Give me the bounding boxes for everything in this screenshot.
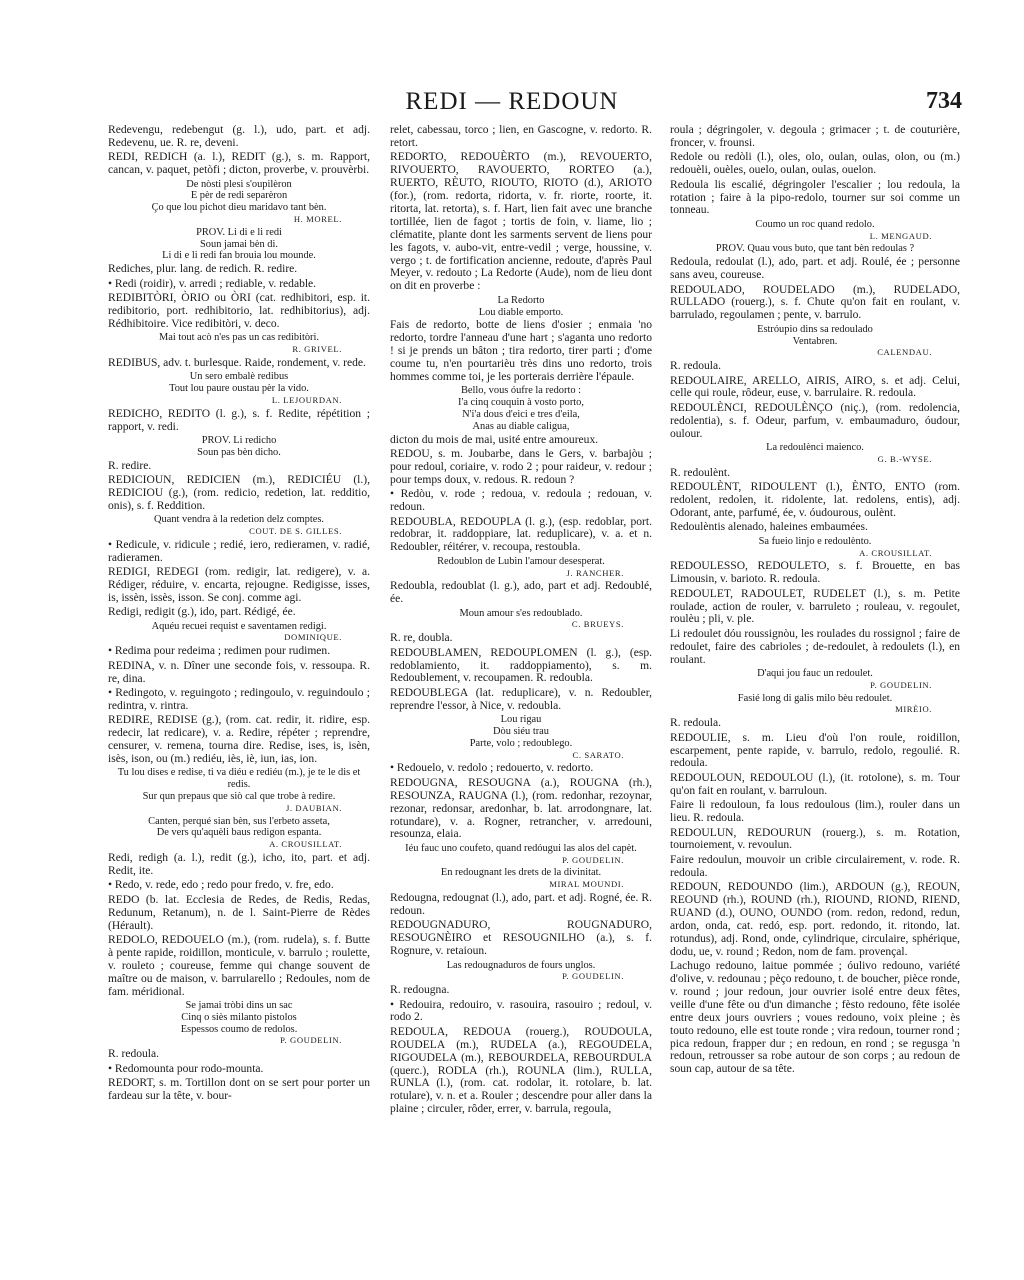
quotation-line: Aquéu recuei requist e saventamen redigi. (151, 620, 327, 632)
quotation-line: De nòsti plesi s'oupilèron (186, 178, 292, 190)
quotation-line: Ventabren. (792, 335, 838, 347)
quotation-line: Un sero embalè redibus (189, 371, 289, 383)
quotation-line: E pèr de redi separèron (190, 190, 288, 202)
quotation-author: H. MOREL. (293, 214, 342, 225)
entry-paragraph: REDICHO, REDITO (l. g.), s. f. Redite, répétition ; rapport, v. redi. (108, 407, 370, 433)
quotation-line: Espessos coumo de redolos. (180, 1023, 298, 1035)
quotation-block (670, 536, 960, 560)
quotation-line: I'a cinq couquin à vosto porto, (458, 397, 584, 409)
quotation-author: J. DAUBIAN. (285, 802, 342, 813)
quotation-line: Iéu fauc uno coufeto, quand redóugui las alos del capèt. (405, 842, 637, 854)
entry-paragraph: REDOLO, REDOUELO (m.), (rom. rudela), s. f. Butte à pente rapide, roidillon, monticule, v. barrulo ; roulette, v. rouleto ; coureuse, femme qui change souvent de maître ou de maison, v. barrularello ; Redoules, nom de fam. méridional. (108, 933, 370, 998)
quotation-line: Estróupio dins sa redoulado (757, 323, 873, 335)
quotation-block (670, 442, 960, 466)
quotation-block (390, 556, 652, 580)
entry-paragraph: Rediches, plur. lang. de redich. R. redire. (108, 263, 298, 276)
quotation-block (670, 668, 960, 692)
entry-paragraph: REDOULÈNCI, REDOULÈNÇO (niç.), (rom. redolencia, redolentia), s. f. Odeur, parfum, v. embaumaduro, óudour, oulour. (670, 401, 960, 440)
quotation-block (108, 816, 370, 851)
quotation-block (108, 227, 370, 262)
quotation-line: Redoublon de Lubin l'amour desesperat. (437, 555, 605, 567)
entry-paragraph: REDIRE, REDISE (g.), (rom. cat. redir, it. ridire, esp. redecir, lat redicare), v. a. Redire, répéter ; reprendre, censurer, v. remena, tourna dire. Redise, ises, is, isèn, isès, ison, ou (m.) rediéu, iès, iè, iun, ias, ion. (108, 714, 370, 766)
quotation-author: DOMINIQUE. (284, 632, 342, 643)
quotation-line: Li di e li redi fan brouia lou mounde. (162, 250, 316, 262)
entry-paragraph: R. redoula. (670, 717, 721, 730)
quotation-line: Se jamai tròbi dins un sac (185, 999, 293, 1011)
entry-paragraph: Redi, redigh (a. l.), redit (g.), icho, ito, part. et adj. Redit, ite. (108, 852, 370, 877)
entry-paragraph: Redoulèntis alenado, haleines embaumées. (670, 521, 868, 534)
quotation-author: CALENDAU. (877, 347, 932, 358)
quotation-author: MIRÈIO. (895, 704, 932, 715)
quotation-line: La redoulènci maienco. (766, 442, 864, 454)
entry-paragraph: REDOUGNA, RESOUGNA (a.), ROUGNA (rh.), RESOUNZA, RAUGNA (l.), (rom. redonhar, rezoynar, rezonar, redonsar, aredonhar, b. lat. arrodongnare, lat. rotundare), v. a. Rogner, retrancher, v. arredouni, resounza, elaia. (390, 776, 652, 841)
quotation-line: Coumo un roc quand redolo. (755, 218, 875, 230)
entry-paragraph: • Redi (roidir), v. arredi ; rediable, v. redable. (108, 277, 317, 290)
entry-paragraph: R. re, doubla. (390, 632, 453, 645)
quotation-line: Moun amour s'es redoublado. (459, 607, 583, 619)
quotation-line: Bello, vous óufre la redorto : (460, 385, 582, 397)
page-number: 734 (926, 88, 962, 114)
quotation-line: Canten, perqué sian bèn, sus l'erbeto asseta, (148, 815, 330, 827)
entry-paragraph: REDOU, s. m. Joubarbe, dans le Gers, v. barbajòu ; pour redoul, coriaire, v. rodo 2 ; pour raideur, v. redour ; pour temps doux, v. redous. R. redoun ? (390, 448, 652, 486)
quotation-line: PROV. Li di e li redi (196, 226, 282, 238)
quotation-line: La Redorto (497, 294, 545, 306)
entry-paragraph: • Redicule, v. ridicule ; redié, iero, redieramen, v. radié, radieramen. (108, 538, 370, 564)
quotation-line: Lou rigau (500, 714, 542, 726)
entry-paragraph: roula ; dégringoler, v. degoula ; grimacer ; t. de couturière, froncer, v. frounsi. (670, 124, 960, 149)
entry-paragraph: R. redoula. (670, 360, 721, 373)
quotation-line: Tu lou dises e redise, ti va diéu e rediéu (m.), je te le dis et redis. (117, 767, 361, 791)
entry-paragraph: REDOULAIRE, ARELLO, AIRIS, AIRO, s. et adj. Celui, celle qui roule, rôdeur, euse, v. barrulaire. R. redoula. (670, 374, 960, 400)
quotation-line: PROV. Quau vous buto, que tant bèn redoulas ? (715, 243, 915, 255)
quotation-line: Las redougnaduros de fours unglos. (446, 959, 596, 971)
page-header (0, 88, 1024, 122)
quotation-block (390, 714, 652, 761)
entry-paragraph: REDO (b. lat. Ecclesia de Redes, de Redis, Redas, Redunum, Retanum), n. de l. Saint-Pierre de Rèdes (Hérault). (108, 893, 370, 932)
quotation-block (670, 219, 960, 243)
quotation-line: Cinq o siès milanto pistolos (181, 1011, 297, 1023)
quotation-author: L. MENGAUD. (869, 230, 932, 241)
quotation-line: Parte, volo ; redoublego. (469, 737, 573, 749)
running-title: REDI — REDOUN (405, 88, 619, 115)
quotation-line: Sa fueio linjo e redoulènto. (758, 535, 872, 547)
quotation-line: De vers qu'aquèli baus redigon espanta. (156, 827, 322, 839)
entry-paragraph: REDIBUS, adv. t. burlesque. Raide, rondement, v. rede. (108, 356, 366, 369)
quotation-block (108, 767, 370, 814)
quotation-block (108, 179, 370, 226)
quotation-author: A. CROUSILLAT. (859, 547, 932, 558)
quotation-line: Lou diable emporto. (478, 306, 564, 318)
quotation-line: Ço que lou pichot dieu maridavo tant bèn. (151, 202, 327, 214)
entry-paragraph: REDOULÈNT, RIDOULENT (l.), ÈNTO, ENTO (rom. redolent, redolen, it. ridolente, lat. redolens, entis), adj. Odorant, ante, parfumé, ée, v. óudourous, oulènt. (670, 481, 960, 519)
quotation-block (670, 693, 960, 717)
entry-paragraph: R. redoulènt. (670, 466, 730, 479)
quotation-author: P. GOUDELIN. (870, 679, 932, 690)
quotation-line: Tout lou paure oustau pèr la vido. (169, 383, 309, 395)
entry-paragraph: • Redima pour redeima ; redimen pour rudimen. (108, 645, 331, 658)
column-1 (108, 124, 370, 1224)
quotation-line: N'i'a dous d'eici e tres d'eila, (462, 409, 580, 420)
entry-paragraph: REDOULUN, REDOURUN (rouerg.), s. m. Rotation, tournoiement, v. revoulun. (670, 826, 960, 852)
quotation-block (670, 243, 960, 255)
quotation-line: Quant vendra à la redetion delz comptes. (154, 514, 324, 526)
entry-paragraph: REDOULIE, s. m. Lieu d'où l'on roule, roidillon, escarpement, pente rapide, v. barrulo, redolo, regoulié. R. redoula. (670, 731, 960, 770)
entry-paragraph: Lachugo redouno, laitue pommée ; óulivo redouno, variété d'olive, v. redounau ; pèço redouno, t. de boucher, pièce ronde, v. round ; jour redoun, jour ouvrier isolé entre deux fêtes, veille d'une fête ou d'un dimanche ; fèsto redouno, fête isolée entre deux jours ouvriers ; voues redouno, voix pleine ; ès touto redouno, elle est toute ronde ; vira redoun, tourner rond ; pica redoun, frapper dur ; en redoun, en rond ; se regusga 'n redoun, retrousser sa robe autour de son corps ; au redoun de soun cap, autour de sa tête. (670, 960, 960, 1076)
column-2 (390, 124, 652, 1224)
entry-paragraph: • Redòu, v. rode ; redoua, v. redoula ; redouan, v. redoun. (390, 488, 652, 514)
entry-paragraph: • Redouira, redouiro, v. rasouira, rasouiro ; redoul, v. rodo 2. (390, 998, 652, 1024)
entry-paragraph: Redoula, redoulat (l.), ado, part. et adj. Roulé, ée ; personne sans aveu, coureuse. (670, 256, 960, 282)
entry-paragraph: Redigi, redigit (g.), ido, part. Rédigé, ée. (108, 606, 296, 619)
entry-paragraph: • Redingoto, v. reguingoto ; redingoulo, v. reguindoulo ; redintra, v. rintra. (108, 687, 370, 712)
entry-paragraph: REDORTO, REDOUÈRTO (m.), REVOUERTO, RIVOUERTO, RAVOUERTO, RORTEO (a.), RUERTO, RÈUTO, RIOUTO, RIOTO (d.), ARIOTO (for.), (rom. redorta, ridorta, v. fr. riorte, roorte, it. ritorta, lat. retorta), s. f. Hart, lien fait avec une branche tortillée, lien de fagot ; tortis de foin, v. liame, lio ; clématite, plante dont les sarments servent de liens pour les fagots, v. aubo-vit, entre-vedil ; verge, houssine, v. vergo ; t. de fortification ancienne, redoute, d'après Paul Meyer, v. redouto ; La Redorte (Aude), nom de lieu dont on dit en proverbe : (390, 151, 652, 293)
quotation-author: P. GOUDELIN. (562, 971, 624, 982)
entry-paragraph: REDOULADO, ROUDELADO (m.), RUDELADO, RULLADO (rouerg.), s. f. Chute qu'on fait en roulant, v. barrulado, regoulamen ; pente, v. barrulo. (670, 283, 960, 322)
quotation-line: Soun pas bèn dicho. (197, 446, 281, 458)
quotation-block (108, 332, 370, 356)
entry-paragraph: REDIGI, REDEGI (rom. redigir, lat. redigere), v. a. Rédiger, réduire, v. encarta, rejougne. Redigisse, isses, is, issèn, issès, isson. Se conj. comme agi. (108, 566, 370, 604)
dictionary-columns (108, 124, 960, 1224)
quotation-line: Soun jamai bèn di. (200, 238, 278, 250)
quotation-block (108, 514, 370, 538)
entry-paragraph: REDOULOUN, REDOULOU (l.), (it. rotolone), s. m. Tour qu'on fait en roulant, v. barruloun. (670, 771, 960, 797)
quotation-block (390, 960, 652, 984)
quotation-block (670, 324, 960, 359)
quotation-line: Dòu siéu trau (493, 725, 549, 737)
quotation-line: Anas au diable caligua, (472, 420, 570, 432)
entry-paragraph: • Redouelo, v. redolo ; redouerto, v. redorto. (390, 762, 594, 775)
quotation-author: MIRAL MOUNDI. (549, 879, 624, 890)
entry-paragraph: REDI, REDICH (a. l.), REDIT (g.), s. m. Rapport, cancan, v. paquet, petòfi ; dicton, proverbe, v. prouvèrbi. (108, 151, 370, 177)
entry-paragraph: REDOUGNADURO, ROUGNADURO, RESOUGNÈIRO et RESOUGNILHO (a.), s. f. Rognure, v. retaioun. (390, 919, 652, 958)
entry-paragraph: dicton du mois de mai, usité entre amoureux. (390, 433, 599, 446)
entry-paragraph: REDOULESSO, REDOULETO, s. f. Brouette, en bas Limousin, v. barioto. R. redoula. (670, 560, 960, 586)
entry-paragraph: REDICIOUN, REDICIEN (m.), REDICIÉU (l.), REDICIOU (g.), (rom. redicio, redetion, lat. redditio, onis), s. f. Reddition. (108, 473, 370, 512)
entry-paragraph: Redevengu, redebengut (g. l.), udo, part. et adj. Redevenu, ue. R. re, deveni. (108, 124, 370, 149)
quotation-block (108, 621, 370, 645)
quotation-line: Sur qun prepaus que siò cal que trobe à redire. (142, 791, 336, 803)
quotation-block (108, 435, 370, 459)
quotation-block (390, 295, 652, 319)
entry-paragraph: REDINA, v. n. Dîner une seconde fois, v. ressoupa. R. re, dina. (108, 659, 370, 685)
quotation-line: Fasié long di galis milo bèu redoulet. (737, 692, 893, 704)
entry-paragraph: • Redo, v. rede, edo ; redo pour fredo, v. fre, edo. (108, 879, 334, 892)
quotation-author: C. SARATO. (572, 749, 624, 760)
quotation-line: En redougnant les drets de la divinitat. (440, 867, 602, 879)
entry-paragraph: Redoula lis escalié, dégringoler l'escalier ; lou redoula, la rotation ; faire à la pipo-redolo, tourner sur soi comme un tonneau. (670, 178, 960, 217)
quotation-author: G. B.-WYSE. (877, 453, 932, 464)
quotation-line: D'aqui jou fauc un redoulet. (757, 668, 873, 680)
quotation-author: L. LEJOURDAN. (271, 394, 342, 405)
entry-paragraph: • Redomounta pour rodo-mounta. (108, 1062, 264, 1075)
quotation-author: P. GOUDELIN. (562, 854, 624, 865)
entry-paragraph: Redole ou redòli (l.), oles, olo, oulan, oulas, olon, ou (m.) redouèli, ouèles, ouelo, oulan, oulas, ouelon. (670, 151, 960, 177)
quotation-block (390, 843, 652, 867)
entry-paragraph: Faire li redouloun, fa lous redoulous (lim.), rouler dans un lieu. R. redoula. (670, 799, 960, 825)
entry-paragraph: Redougna, redougnat (l.), ado, part. et adj. Rogné, ée. R. redoun. (390, 892, 652, 917)
entry-paragraph: R. redougna. (390, 984, 450, 997)
quotation-author: J. RANCHER. (566, 567, 624, 578)
entry-paragraph: REDOULA, REDOUA (rouerg.), ROUDOULA, ROUDELA (m.), RUDELA (a.), REGOUDELA, RIGOUDELA (m.), REBOURDELA, REBOURDULA (querc.), RODLA (rh.), ROUNLA (lim.), RULLA, RUNLA (l.), (rom. cat. rodolar, it. rotolare, b. lat. rotulare), v. n. et a. Rouler ; descendre pour aller dans la plaine ; circuler, rôder, errer, v. barrula, regoula, (390, 1025, 652, 1116)
entry-paragraph: REDIBITÒRI, ÒRIO ou ÒRI (cat. redhibitori, esp. it. redibitorio, port. redhibitorio, lat. redhibitorius), adj. Rédhibitoire. Vice redibitòri, v. deco. (108, 292, 370, 330)
quotation-line: Mai tout acò n'es pas un cas redibitòri. (159, 332, 319, 344)
quotation-block (108, 371, 370, 406)
quotation-block (390, 608, 652, 632)
quotation-author: P. GOUDELIN. (280, 1035, 342, 1046)
quotation-author: C. BRUEYS. (571, 619, 624, 630)
quotation-author: R. GRIVEL. (292, 344, 342, 355)
column-3 (670, 124, 960, 1224)
entry-paragraph: REDOULET, RADOULET, RUDELET (l.), s. m. Petite roulade, action de rouler, v. barruleto ; rouleau, v. regoulet, roulèu ; pli, v. ple. (670, 587, 960, 626)
entry-paragraph: REDOUN, REDOUNDO (lim.), ARDOUN (g.), REOUN, REOUND (rh.), ROUND (rh.), RIOUND, RIOND, RIEND, RUAND (d.), OUNO, OUNDO (rom. redon, redond, redun, ardon, onda, cat. redó, esp. port. redondo, it. ritondo, lat. rotundus), adj. Rond, onde, cylindrique, circulaire, sphérique, dodu, ue, v. round ; Redon, nom de fam. provençal. (670, 881, 960, 958)
entry-paragraph: Li redoulet dóu roussignòu, les roulades du rossignol ; faire de redoulet, faire des cabrioles ; de-redoulet, à redoulets (l.), en roulant. (670, 627, 960, 666)
quotation-line: PROV. Li redicho (201, 434, 277, 446)
quotation-author: A. CROUSILLAT. (269, 839, 342, 850)
quotation-block (390, 867, 652, 891)
entry-paragraph: REDORT, s. m. Tortillon dont on se sert pour porter un fardeau sur la tête, v. bour- (108, 1076, 370, 1102)
entry-paragraph: Faire redoulun, mouvoir un crible circulairement, v. rode. R. redoula. (670, 853, 960, 879)
quotation-block (108, 1000, 370, 1047)
entry-paragraph: REDOUBLA, REDOUPLA (l. g.), (esp. redoblar, port. redobrar, it. raddoppiare, lat. reduplicare), v. a. et n. Redoubler, réitérer, v. recoupa, restoubla. (390, 515, 652, 554)
quotation-block (390, 385, 652, 432)
entry-paragraph: REDOUBLAMEN, REDOUPLOMEN (l. g.), (esp. redoblamiento, it. raddoppiamento), s. m. Redoublement, v. recoupamen. R. redoubla. (390, 646, 652, 685)
entry-paragraph: Redoubla, redoublat (l. g.), ado, part et adj. Redoublé, ée. (390, 580, 652, 606)
entry-paragraph: R. redoula. (108, 1048, 159, 1061)
quotation-author: COUT. DE S. GILLES. (249, 525, 342, 536)
entry-paragraph: relet, cabessau, torco ; lien, en Gascogne, v. redorto. R. retort. (390, 124, 652, 149)
entry-paragraph: R. redire. (108, 459, 152, 472)
entry-paragraph: REDOUBLEGA (lat. reduplicare), v. n. Redoubler, reprendre l'essor, à Nice, v. redoubla. (390, 686, 652, 712)
entry-paragraph: Fais de redorto, botte de liens d'osier ; enmaia 'no redorto, tordre l'anneau d'une hart ; s'aganta uno redorto ! si je prends un bâton ; tira redorto, tirer parti ; d'ome coume tu, n'en pourtarièu très dins uno redorto, trois hommes comme toi, je les porterais derrière l'épaule. (390, 319, 652, 383)
